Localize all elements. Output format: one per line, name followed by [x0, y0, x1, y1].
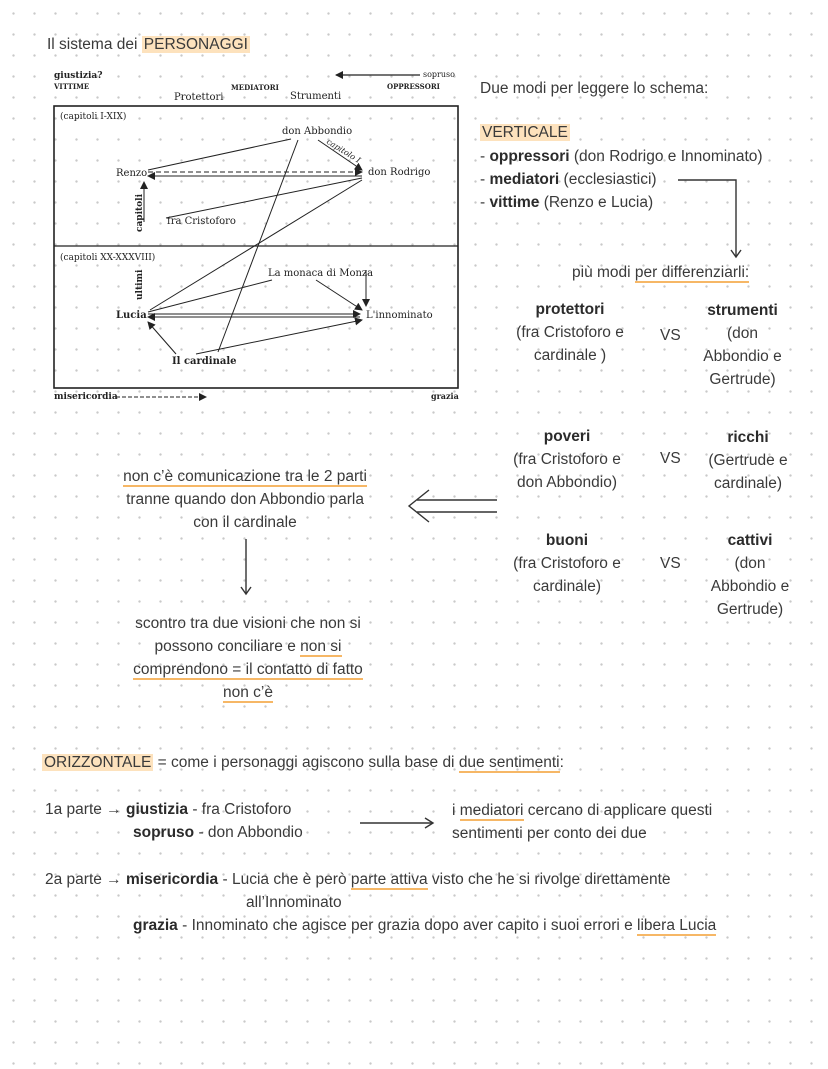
label-capitoli-1: (capitoli I-XIX) [60, 112, 127, 122]
item-oppressori: - oppressori (don Rodrigo e Innominato) [480, 148, 763, 165]
buoni-block: buoni (fra Cristoforo e cardinale) [513, 532, 621, 595]
node-don-rodrigo: don Rodrigo [368, 167, 431, 178]
sopruso-line: sopruso - don Abbondio [133, 824, 303, 841]
label-protettori: Protettori [174, 92, 224, 103]
piu-modi: più modi per differenziarli: [572, 264, 750, 281]
label-capitoli-2: (capitoli XX-XXXVIII) [60, 253, 156, 263]
node-renzo: Renzo [116, 168, 148, 179]
label-misericordia: misericordia [54, 392, 118, 402]
parte-1-label: 1a parte → giustizia - fra Cristoforo [45, 801, 292, 818]
comunicazione-note: non c’è comunicazione tra le 2 parti tranne quando don Abbondio parla con il cardinale [123, 468, 367, 531]
label-grazia: grazia [431, 391, 459, 401]
item-mediatori: - mediatori (ecclesiastici) [480, 171, 657, 188]
double-arrow-left-icon [405, 488, 500, 524]
parte-2-line: 2a parte → misericordia - Lucia che è però parte attiva visto che he si rivolge direttamente [45, 871, 671, 888]
label-giustizia: giustizia? [54, 71, 103, 81]
node-lucia: Lucia [116, 310, 147, 321]
label-strumenti: Strumenti [290, 91, 342, 102]
arrow-down-right [676, 172, 746, 262]
item-vittime: - vittime (Renzo e Lucia) [480, 194, 654, 211]
edge-renzo-abbondio [148, 139, 291, 170]
poveri-block: poveri (fra Cristoforo e don Abbondio) [513, 428, 621, 491]
mediatori-note: i mediatori cercano di applicare questi sentimenti per conto dei due [452, 802, 713, 842]
vs-1: VS [660, 327, 681, 344]
grazia-line: grazia - Innominato che agisce per grazia dopo aver capito i suoi errori e libera Lucia [133, 917, 717, 934]
reading-intro: Due modi per leggere lo schema: [480, 80, 709, 97]
label-capitolo-1: capitolo I [324, 137, 362, 165]
strumenti-block: strumenti (don Abbondio e Gertrude) [703, 302, 782, 388]
scontro-note: scontro tra due visioni che non si possono conciliare e non si comprendono = il contatto di fatto non c’è [133, 615, 363, 701]
node-innominato: L'innominato [366, 310, 433, 321]
vs-2: VS [660, 450, 681, 467]
protettori-block: protettori (fra Cristoforo e cardinale ) [516, 301, 624, 364]
title-highlight: PERSONAGGI [143, 36, 248, 53]
page-title: Il sistema dei PERSONAGGI [47, 36, 248, 53]
orizzontale-line: ORIZZONTALE = come i personaggi agiscono sulla base di due sentimenti: [44, 754, 564, 771]
label-ultimi-vertical: ultimi [135, 269, 145, 300]
parte-2-line-2: all’Innominato [246, 894, 342, 911]
characters-diagram [46, 62, 466, 407]
edge-cardinale-lucia [148, 322, 176, 354]
label-vittime: VITTIME [54, 82, 90, 91]
ricchi-block: ricchi (Gertrude e cardinale) [708, 429, 788, 492]
cattivi-block: cattivi (don Abbondio e Gertrude) [710, 532, 790, 618]
arrow-down-icon [236, 537, 256, 597]
label-mediatori: MEDIATORI [231, 83, 279, 92]
diagram-frame [54, 106, 458, 388]
node-don-abbondio: don Abbondio [282, 126, 353, 137]
node-fra-cristoforo: fra Cristoforo [167, 216, 236, 227]
label-oppressori: OPPRESSORI [387, 82, 440, 91]
vs-3: VS [660, 555, 681, 572]
node-cardinale: Il cardinale [172, 356, 237, 367]
edge-lucia-monaca [148, 280, 272, 312]
verticale-heading: VERTICALE [482, 124, 568, 141]
edge-cardinale-innominato [196, 320, 362, 354]
node-monaca: La monaca di Monza [268, 268, 374, 279]
label-capitoli-vertical: capitoli [135, 193, 145, 232]
label-sopruso: sopruso [423, 70, 455, 79]
edge-monaca-innominato [316, 280, 362, 310]
arrow-right-icon [358, 813, 438, 833]
